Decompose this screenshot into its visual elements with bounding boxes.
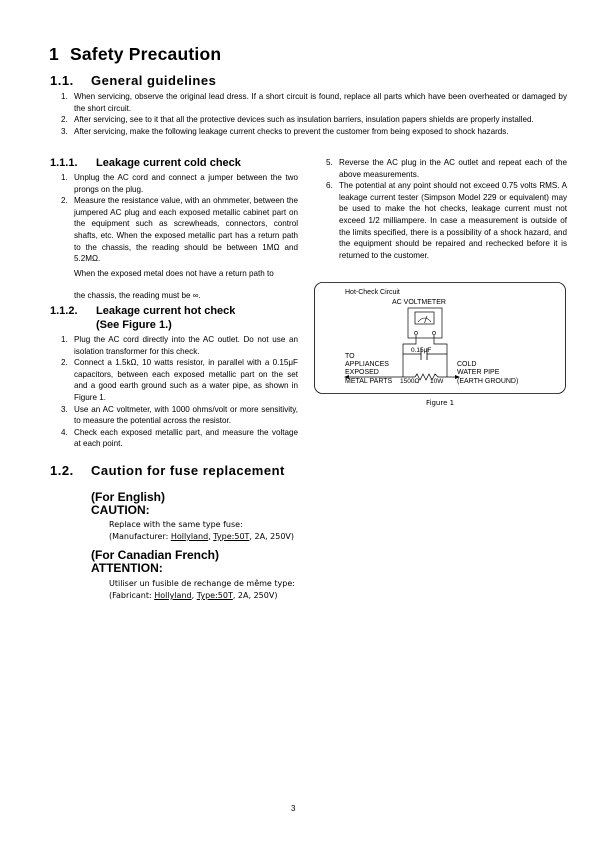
cold-check-list bbox=[61, 172, 298, 265]
fuse-english-label: (For English) bbox=[91, 490, 165, 504]
right-column-list bbox=[326, 157, 567, 261]
heading-text: Leakage current hot check bbox=[96, 305, 236, 317]
section-number: 1.1.2. bbox=[50, 305, 78, 317]
section-number: 1.1.1. bbox=[50, 157, 78, 169]
item-text: After servicing, see to it that all the protective devices such as insulation barriers, insulation papers shields are properly installed. bbox=[74, 115, 534, 125]
item-number: 6. bbox=[326, 181, 333, 191]
item-number: 1. bbox=[61, 173, 68, 182]
heading-text: Caution for fuse replacement bbox=[91, 463, 285, 478]
item-text: Reverse the AC plug in the AC outlet and repeat each of the above measurements. bbox=[339, 158, 567, 179]
fuse-english-spec bbox=[109, 531, 294, 542]
list-item bbox=[61, 114, 567, 126]
figure-caption: Figure 1 bbox=[426, 399, 455, 407]
spec-prefix: (Fabricant: bbox=[109, 591, 155, 600]
item-number: 2. bbox=[61, 358, 68, 368]
cold-check-note-line1: When the exposed metal does not have a return path to bbox=[74, 269, 274, 278]
spec-suffix: , 2A, 250V) bbox=[232, 591, 278, 600]
general-guidelines-list bbox=[61, 91, 567, 137]
item-text: The potential at any point should not exceed 0.75 volts RMS. A leakage current tester (Simpson Model 229 or equivalent) may be used to make the hot checks, leakage current must not exceed 1/2 milliampere. In case a measurement is outside of the limits specified, there is a possibility of a shock hazard, and the equipment should be repaired and rechecked before it is returned to the customer. bbox=[339, 181, 567, 260]
heading-text: General guidelines bbox=[91, 73, 217, 88]
right-label-cold: COLD bbox=[457, 361, 477, 368]
heading-hot-check bbox=[50, 305, 235, 317]
list-item bbox=[326, 180, 567, 261]
item-text: Use an AC voltmeter, with 1000 ohms/volt or more sensitivity, to measure the potential across the resistor. bbox=[74, 404, 298, 426]
fuse-type: Type:50T bbox=[213, 532, 250, 541]
spec-separator: , bbox=[208, 532, 214, 541]
heading-cold-check bbox=[50, 157, 241, 169]
hot-check-list bbox=[61, 334, 298, 450]
wattage-label: 10W bbox=[430, 378, 444, 385]
list-item bbox=[61, 91, 567, 114]
heading-hot-check-ref: (See Figure 1.) bbox=[96, 319, 172, 331]
item-text: Connect a 1.5kΩ, 10 watts resistor, in parallel with a 0.15μF capacitors, between each exposed metallic part on the set and a good earth ground such as a water pipe, as shown in Figure 1. bbox=[74, 358, 298, 402]
left-label-to: TO bbox=[345, 353, 355, 360]
item-number: 3. bbox=[61, 126, 68, 136]
right-label-water-pipe: WATER PIPE bbox=[457, 369, 500, 376]
cold-check-note-line2: the chassis, the reading must be ∞. bbox=[74, 291, 201, 300]
spec-prefix: (Manufacturer: bbox=[109, 532, 171, 541]
section-number: 1.1. bbox=[50, 73, 74, 88]
heading-fuse-replacement bbox=[50, 463, 285, 478]
title-text: Safety Precaution bbox=[70, 44, 222, 64]
fuse-french-text: Utiliser un fusible de rechange de même type: bbox=[109, 579, 295, 588]
left-label-metal-parts: METAL PARTS bbox=[345, 378, 393, 385]
list-item bbox=[61, 172, 298, 195]
list-item bbox=[61, 404, 298, 427]
item-number: 3. bbox=[61, 404, 68, 414]
item-text: Check each exposed metallic part, and measure the voltage at each point. bbox=[74, 427, 298, 449]
item-text: Measure the resistance value, with an ohmmeter, between the jumpered AC plug and each exposed metallic cabinet part on the equipment such as screwheads, connectors, control shafts, etc. When the exposed metallic part has a return path to the chassis, the reading should be between 1MΩ and 5.2MΩ. bbox=[74, 196, 298, 264]
item-number: 1. bbox=[61, 92, 68, 101]
fuse-english-text: Replace with the same type fuse: bbox=[109, 520, 243, 529]
item-text: Plug the AC cord directly into the AC outlet. Do not use an isolation transformer for this check. bbox=[74, 335, 298, 356]
spec-suffix: , 2A, 250V) bbox=[249, 532, 295, 541]
list-item bbox=[61, 126, 567, 138]
item-number: 5. bbox=[326, 158, 333, 167]
heading-general-guidelines bbox=[50, 73, 216, 88]
item-number: 4. bbox=[61, 427, 68, 437]
item-number: 2. bbox=[61, 196, 68, 206]
heading-text: Leakage current cold check bbox=[96, 157, 241, 169]
fuse-french-spec bbox=[109, 590, 277, 601]
page-title bbox=[49, 44, 221, 65]
list-item bbox=[61, 334, 298, 357]
section-number: 1.2. bbox=[50, 463, 74, 478]
fuse-type: Type:50T bbox=[196, 591, 233, 600]
hot-check-circuit-diagram bbox=[314, 282, 566, 394]
figure-title: Hot-Check Circuit bbox=[345, 289, 400, 296]
list-item bbox=[61, 357, 298, 403]
item-text: Unplug the AC cord and connect a jumper between the two prongs on the plug. bbox=[74, 173, 298, 194]
resistor-label: 1500Ω bbox=[400, 378, 420, 385]
fuse-french-label: (For Canadian French) bbox=[91, 548, 220, 562]
left-label-appliances: APPLIANCES bbox=[345, 361, 389, 368]
voltmeter-icon bbox=[408, 308, 442, 338]
manufacturer-name: Hollyland bbox=[170, 532, 209, 541]
attention-heading: ATTENTION: bbox=[91, 561, 163, 575]
list-item bbox=[61, 427, 298, 450]
caution-heading: CAUTION: bbox=[91, 503, 150, 517]
item-number: 2. bbox=[61, 115, 68, 125]
voltmeter-label: AC VOLTMETER bbox=[392, 299, 446, 306]
list-item bbox=[326, 157, 567, 180]
right-label-earth-ground: (EARTH GROUND) bbox=[457, 378, 519, 385]
left-label-exposed: EXPOSED bbox=[345, 369, 379, 376]
page-number: 3 bbox=[291, 804, 296, 813]
spec-separator: , bbox=[191, 591, 197, 600]
capacitor-label: 0.15μF bbox=[411, 347, 432, 354]
item-text: When servicing, observe the original lead dress. If a short circuit is found, replace all parts which have been overheated or damaged by the short circuit. bbox=[74, 92, 567, 113]
section-number: 1 bbox=[49, 44, 59, 64]
item-text: After servicing, make the following leakage current checks to prevent the customer from being exposed to shock hazards. bbox=[74, 126, 509, 136]
item-number: 1. bbox=[61, 335, 68, 344]
manufacturer-name: Hollyland bbox=[154, 591, 192, 600]
list-item bbox=[61, 195, 298, 265]
